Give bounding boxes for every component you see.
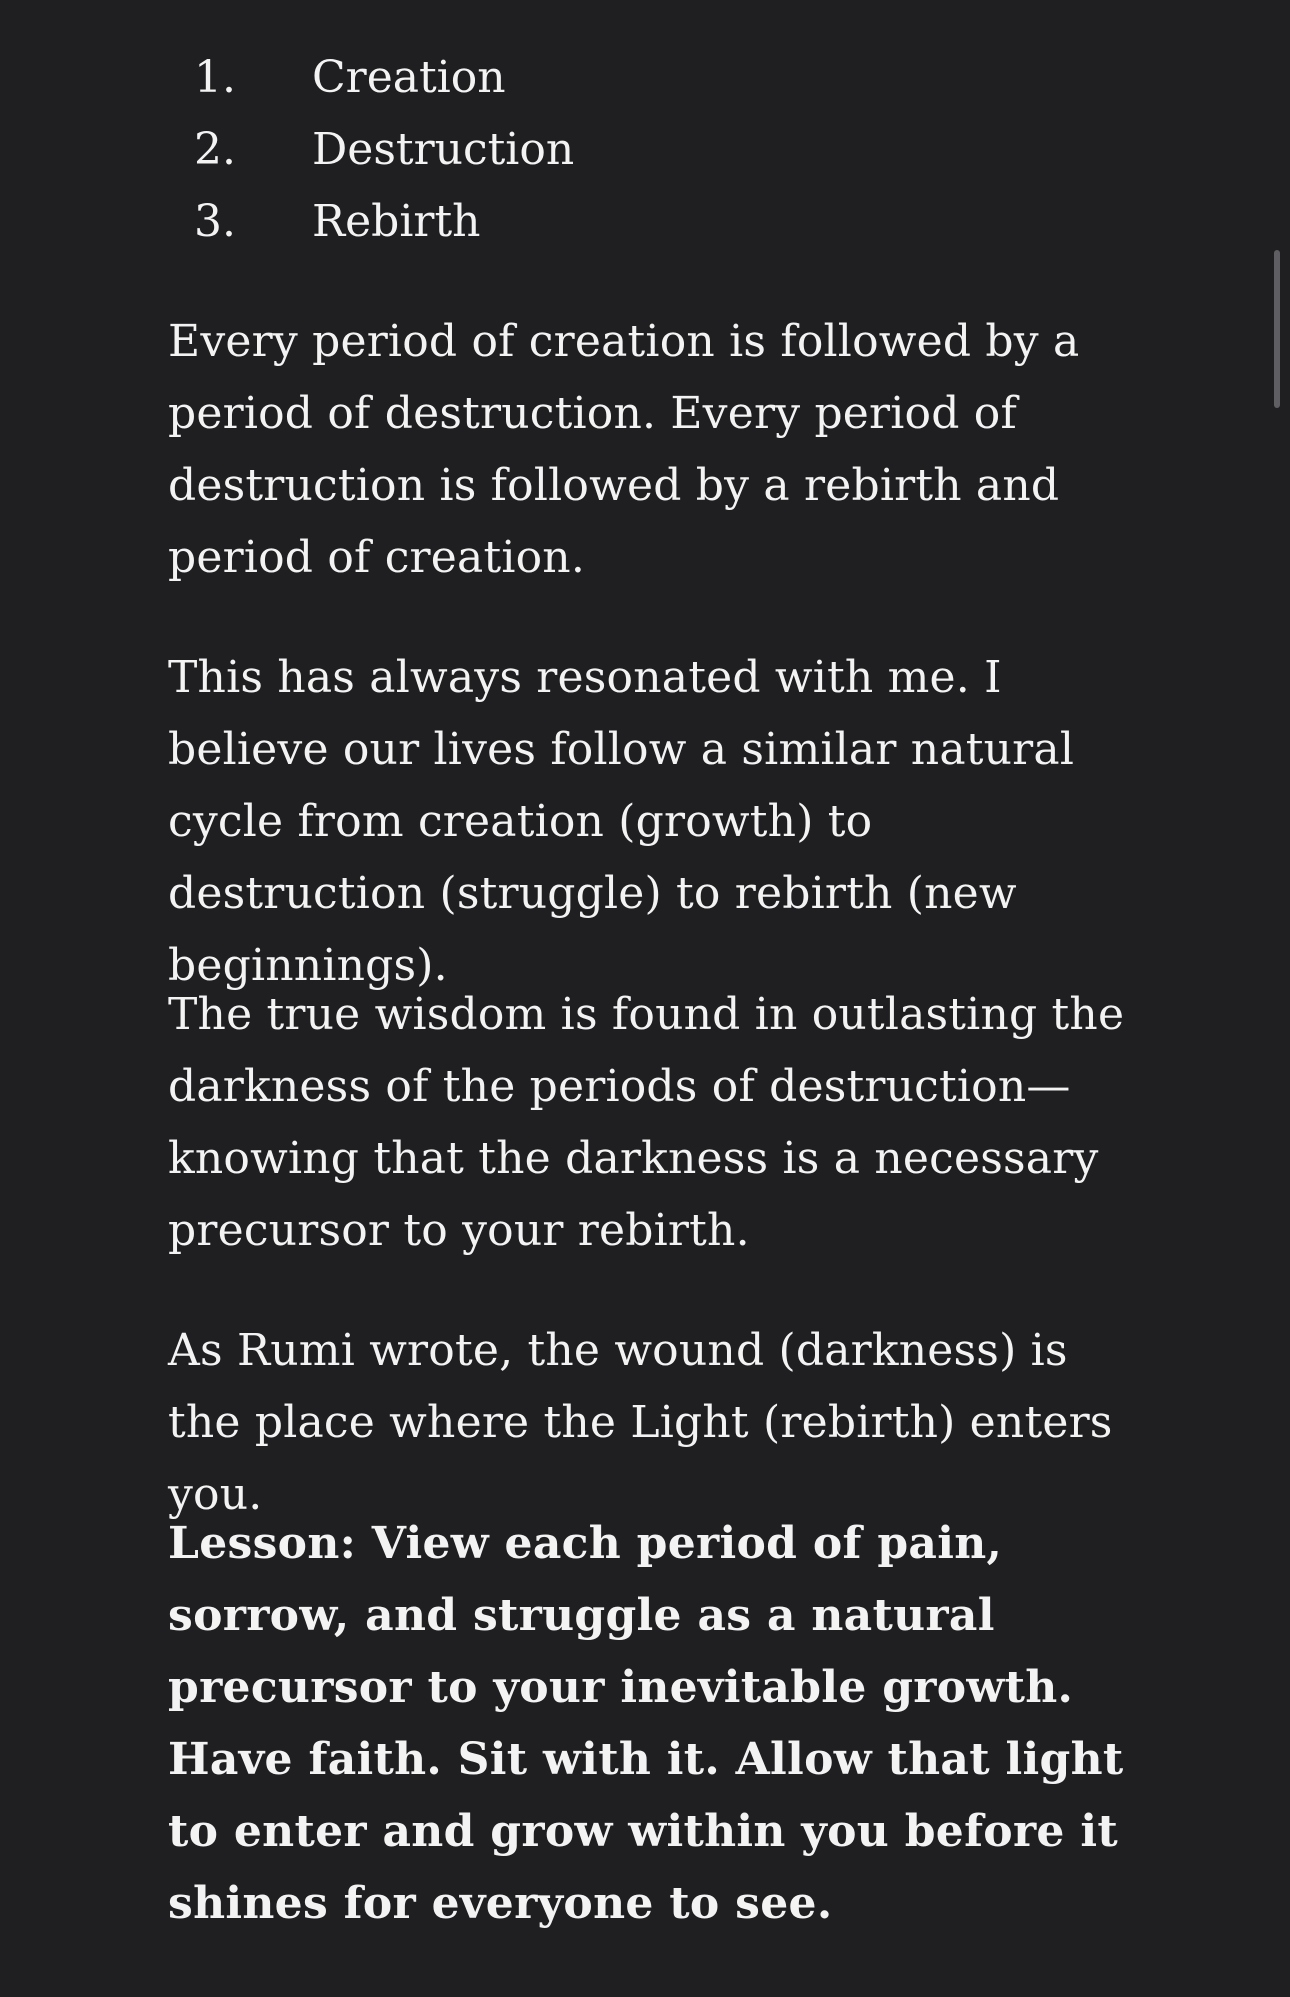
paragraph-resonance: This has always resonated with me. I believe our lives follow a similar natural cycle from creation (growth) to destruction (struggle) to rebirth (new beginnings). [168,652,1075,991]
list-item-number: 2. [194,124,236,175]
list-item-number: 3. [194,196,236,247]
list-item-text: Creation [312,52,506,103]
scrollbar-thumb[interactable] [1274,250,1280,408]
paragraph-rumi: As Rumi wrote, the wound (darkness) is the place where the Light (rebirth) enters you. [168,1325,1113,1520]
list-item-number: 1. [194,52,236,103]
list-item-text: Destruction [312,124,575,175]
paragraph-cycle: Every period of creation is followed by a period of destruction. Every period of destruction is followed by a rebirth and period of creation. [168,316,1080,583]
paragraph-wisdom: The true wisdom is found in outlasting the darkness of the periods of destruction—knowing that the darkness is a necessary precursor to your rebirth. [168,989,1125,1256]
lesson-paragraph: Lesson: View each period of pain, sorrow, and struggle as a natural precursor to your inevitable growth. Have faith. Sit with it. Allow that light to enter and grow within you before it shines for everyone to see. [168,1518,1124,1929]
list-item-text: Rebirth [312,196,481,247]
